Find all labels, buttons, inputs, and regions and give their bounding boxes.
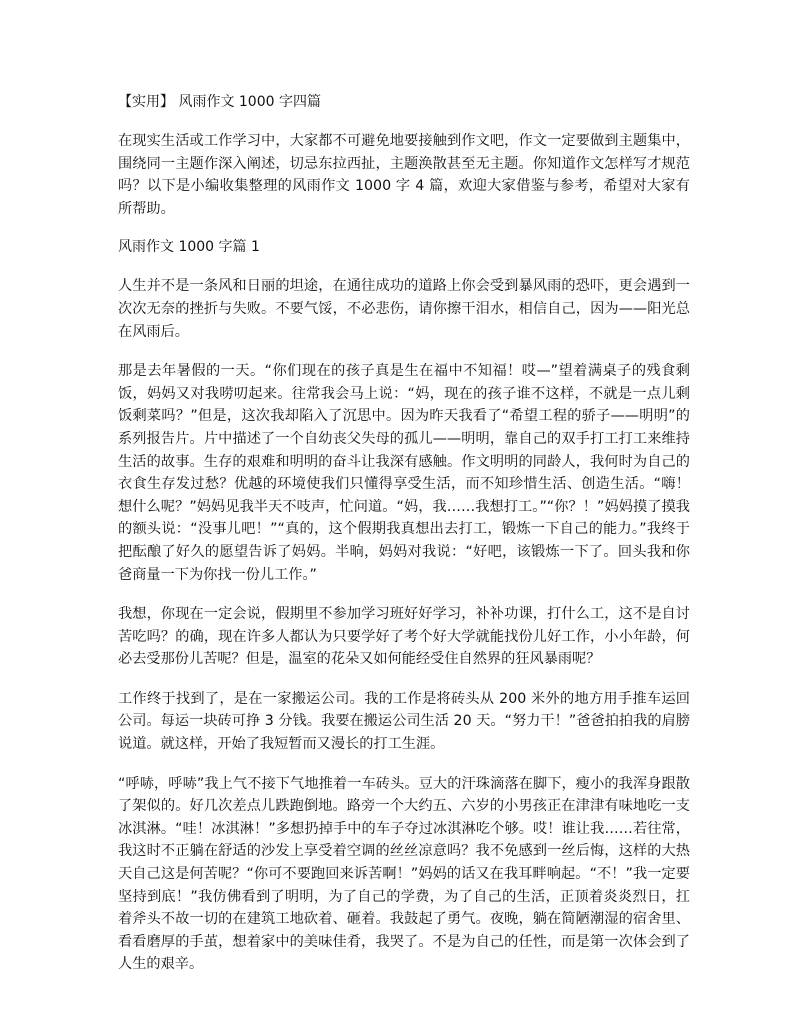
body-paragraph-4: 工作终于找到了，是在一家搬运公司。我的工作是将砖头从 200 米外的地方用手推车运回公司。每运一块砖可挣 3 分钱。我要在搬运公司生活 20 天。“努力干！”爸爸拍拍我的肩膀说道。就这样，开始了我短暂而又漫长的打工生涯。 [118,690,690,753]
section-heading: 风雨作文 1000 字篇 1 [118,239,260,256]
intro-paragraph: 在现实生活或工作学习中，大家都不可避免地要接触到作文吧，作文一定要做到主题集中，围绕同一主题作深入阐述，切忌东拉西扯，主题涣散甚至无主题。你知道作文怎样写才规范吗？以下是小编收集整理的风雨作文 1000 字 4 篇，欢迎大家借鉴与参考，希望对大家有所帮助。 [118,133,690,217]
body-paragraph-5: “呼哧，呼哧”我上气不接下气地推着一车砖头。豆大的汗珠滴落在脚下，瘦小的我浑身跟散了架似的。好几次差点儿跌跑倒地。路旁一个大约五、六岁的小男孩正在津津有味地吃一支冰淇淋。“哇！冰淇淋！”多想扔掉手中的车子夺过冰淇淋吃个够。哎！谁让我……若往常，我这时不正躺在舒适的沙发上享受着空调的丝丝凉意吗？我不免感到一丝后悔，这样的大热天自己这是何苦呢？“你可不要跑回来诉苦啊！”妈妈的话又在我耳畔响起。“不！”我一定要坚持到底！”我仿佛看到了明明，为了自己的学费，为了自己的生活，正顶着炎炎烈日，扛着斧头不故一切的在建筑工地砍着、砸着。我鼓起了勇气。夜晚，躺在简陋潮湿的宿舍里、看看磨厚的手茧，想着家中的美味佳肴，我哭了。不是为自己的任性，而是第一次体会到了人生的艰辛。 [118,775,690,973]
document-content [118,92,690,993]
document-title: 【实用】 风雨作文 1000 字四篇 [118,94,321,110]
body-paragraph-2: 那是去年暑假的一天。“你们现在的孩子真是生在福中不知福！哎—”望着满桌子的残食剩饭，妈妈又对我唠叨起来。往常我会马上说：“妈，现在的孩子谁不这样，不就是一点儿剩饭剩菜吗？”但是，这次我却陷入了沉思中。因为昨天我看了“希望工程的骄子——明明”的系列报告片。片中描述了一个自幼丧父失母的孤儿——明明，靠自己的双手打工打工来维持生活的故事。生存的艰难和明明的奋斗让我深有感触。作文明明的同龄人，我何时为自己的衣食生存发过愁？优越的环境使我们只懂得享受生活，而不知珍惜生活、创造生活。“嗨！想什么呢？”妈妈见我半天不吱声，忙问道。“妈，我……我想打工。”“你？！”妈妈摸了摸我的额头说：“没事儿吧！”“真的，这个假期我真想出去打工，锻炼一下自己的能力。”我终于把酝酿了好久的愿望告诉了妈妈。半晌，妈妈对我说：“好吧，该锻炼一下了。回头我和你爸商量一下为你找一份儿工作。” [118,363,690,583]
body-paragraph-1: 人生并不是一条风和日丽的坦途，在通往成功的道路上你会受到暴风雨的恐吓，更会遇到一次次无奈的挫折与失败。不要气馁，不必悲伤，请你擦干泪水，相信自己，因为——阳光总在风雨后。 [118,278,690,340]
body-paragraph-3: 我想，你现在一定会说，假期里不参加学习班好好学习，补补功课，打什么工，这不是自讨苦吃吗？的确，现在许多人都认为只要学好了考个好大学就能找份儿好工作，小小年龄，何必去受那份儿苦呢？但是，温室的花朵又如何能经受住自然界的狂风暴雨呢？ [118,606,690,668]
